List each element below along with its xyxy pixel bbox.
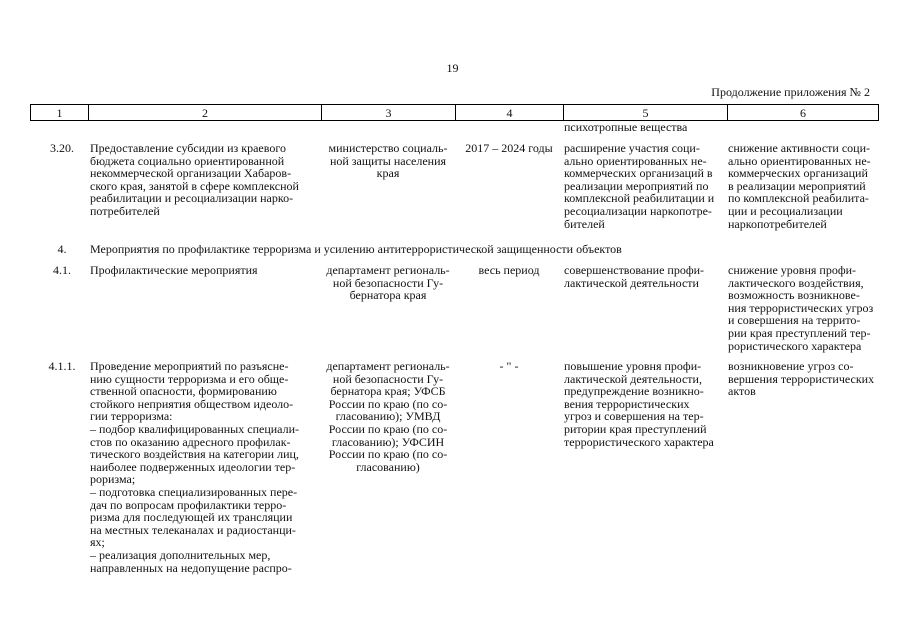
text-line: лактической деятельности [564,275,699,290]
period-cell: - " - [499,359,519,373]
result-cell [563,264,727,360]
text-line: вения террористических [564,396,690,411]
text-line: возможность возникнове- [728,288,860,303]
column-number: 4 [456,105,564,121]
text-line: ально ориентированных не- [564,153,707,168]
text-line: – подготовка специализированных пере- [90,484,298,499]
row-number: 4.1.1. [48,359,76,373]
measure-cell [88,264,321,360]
column-number: 3 [322,105,456,121]
continuation-label: Продолжение приложения № 2 [711,85,870,99]
text-line: лактического воздействия, [728,275,864,290]
text-line: гии терроризма: [90,409,173,424]
text-line: расширение участия соци- [564,141,700,155]
text-line: края [376,166,400,181]
text-line: России по краю (по со- [328,421,448,436]
text-line: коммерческих организаций [728,166,868,181]
text-line: по комплексной реабилита- [728,191,869,206]
text-line: ритории края преступлений [564,421,707,436]
text-line: ризма для последующей их трансляции [90,510,293,525]
text-line: на местных телеканалах и радиостанци- [90,522,296,537]
text-line: дач по вопросам профилактики терро- [90,497,287,512]
result-cell [563,142,727,243]
table-body [30,121,878,574]
page-number: 19 [446,61,459,75]
text-line: стов по оказанию адресного профилак- [90,434,291,449]
text-line: стойкого неприятия обществом идеоло- [90,396,294,411]
text-line: тического воздействия на категории лиц, [90,447,299,462]
text-line: ной защиты населения [329,153,447,168]
text-line: потребителей [90,203,160,218]
text-line: ского края, занятой в сфере комплексной [90,178,299,193]
executor-cell [321,264,455,360]
text-line: роризма; [90,472,136,487]
text-line: снижение активности соци- [728,141,871,155]
table-row-4-1-1 [30,360,878,574]
row-number: 4. [57,242,67,256]
text-line: – подбор квалифицированных специали- [90,421,300,436]
text-line: гласованию); УФСИН [331,434,445,449]
text-line: повышение уровня профи- [564,359,702,373]
text-line: актов [728,384,756,399]
text-line: бернатора края [349,288,427,303]
text-line: бернатора края; УФСБ [330,384,446,399]
text-line: в реализации мероприятий [728,178,866,193]
text-line: комплексной реабилитации и [564,191,715,206]
text-line: России по краю (по со- [328,396,448,411]
text-line: министерство социаль- [328,141,448,155]
text-line: департамент региональ- [326,263,450,277]
text-line: ственной опасности, формированию [90,384,277,399]
section-title: Мероприятия по профилактике терроризма и усилению антитеррористической защищенности объектов [90,242,622,256]
carryover-cell: психотропные вещества [564,120,688,134]
text-line: ресоциализации наркопотре- [564,203,712,218]
result-cell [563,360,727,574]
text-line: лактической деятельности, [564,371,702,386]
text-line: ально ориентированных не- [728,153,871,168]
text-line: совершенствование профи- [564,263,705,277]
text-line: угроз и совершения на тер- [564,409,704,424]
text-line: Проведение мероприятий по разъясне- [90,359,289,373]
measure-cell [88,142,321,243]
text-line: ной безопасности Гу- [332,275,444,290]
text-line: рористического характера [728,338,862,353]
text-line: предупреждение возникно- [564,384,704,399]
executor-cell [321,142,455,243]
text-line: бюджета социально ориентированной [90,153,285,168]
text-line: наиболее подверженных идеологии тер- [90,459,296,474]
text-line: некоммерческой организации Хабаров- [90,166,292,181]
column-number: 5 [564,105,728,121]
text-line: снижение уровня профи- [728,263,857,277]
text-line: возникновение угроз со- [728,359,854,373]
text-line: коммерческих организаций в [564,166,713,181]
measure-cell [88,360,321,574]
text-line: Профилактические мероприятия [90,263,258,277]
text-line: департамент региональ- [326,359,450,373]
text-line: реализации мероприятий по [564,178,709,193]
carryover-row [30,121,878,140]
text-line: ях; [90,535,105,550]
text-line: бителей [564,216,605,231]
text-line: вершения террористических [728,371,875,386]
executor-cell [321,360,455,574]
text-line: гласованию); УМВД [335,409,441,424]
text-line: ния террористических угроз [728,300,874,315]
text-line: направленных на недопущение распро- [90,560,292,575]
column-number: 2 [89,105,322,121]
table-row-4-1 [30,264,878,360]
text-line: России по краю (по со- [328,447,448,462]
text-line: гласованию) [356,459,420,474]
text-line: ной безопасности Гу- [332,371,444,386]
text-line: реабилитации и ресоциализации нарко- [90,191,294,206]
period-cell: 2017 – 2024 годы [465,141,553,155]
table-row-3-20 [30,142,878,243]
column-number: 6 [728,105,879,121]
consequence-cell [727,264,878,360]
column-number-header [30,104,879,121]
consequence-cell [727,142,878,243]
text-line: ции и ресоциализации [728,203,843,218]
row-number: 4.1. [53,263,71,277]
text-line: террористического характера [564,434,714,449]
consequence-cell [727,360,878,574]
text-line: и совершения на террито- [728,313,861,328]
text-line: Предоставление субсидии из краевого [90,141,286,155]
text-line: наркопотребителей [728,216,827,231]
text-line: нию сущности терроризма и его обще- [90,371,289,386]
column-number: 1 [31,105,89,121]
row-number: 3.20. [50,141,74,155]
text-line: рии края преступлений тер- [728,325,871,340]
section-row-4 [30,243,878,264]
period-cell: весь период [478,263,540,277]
text-line: – реализация дополнительных мер, [90,547,271,562]
